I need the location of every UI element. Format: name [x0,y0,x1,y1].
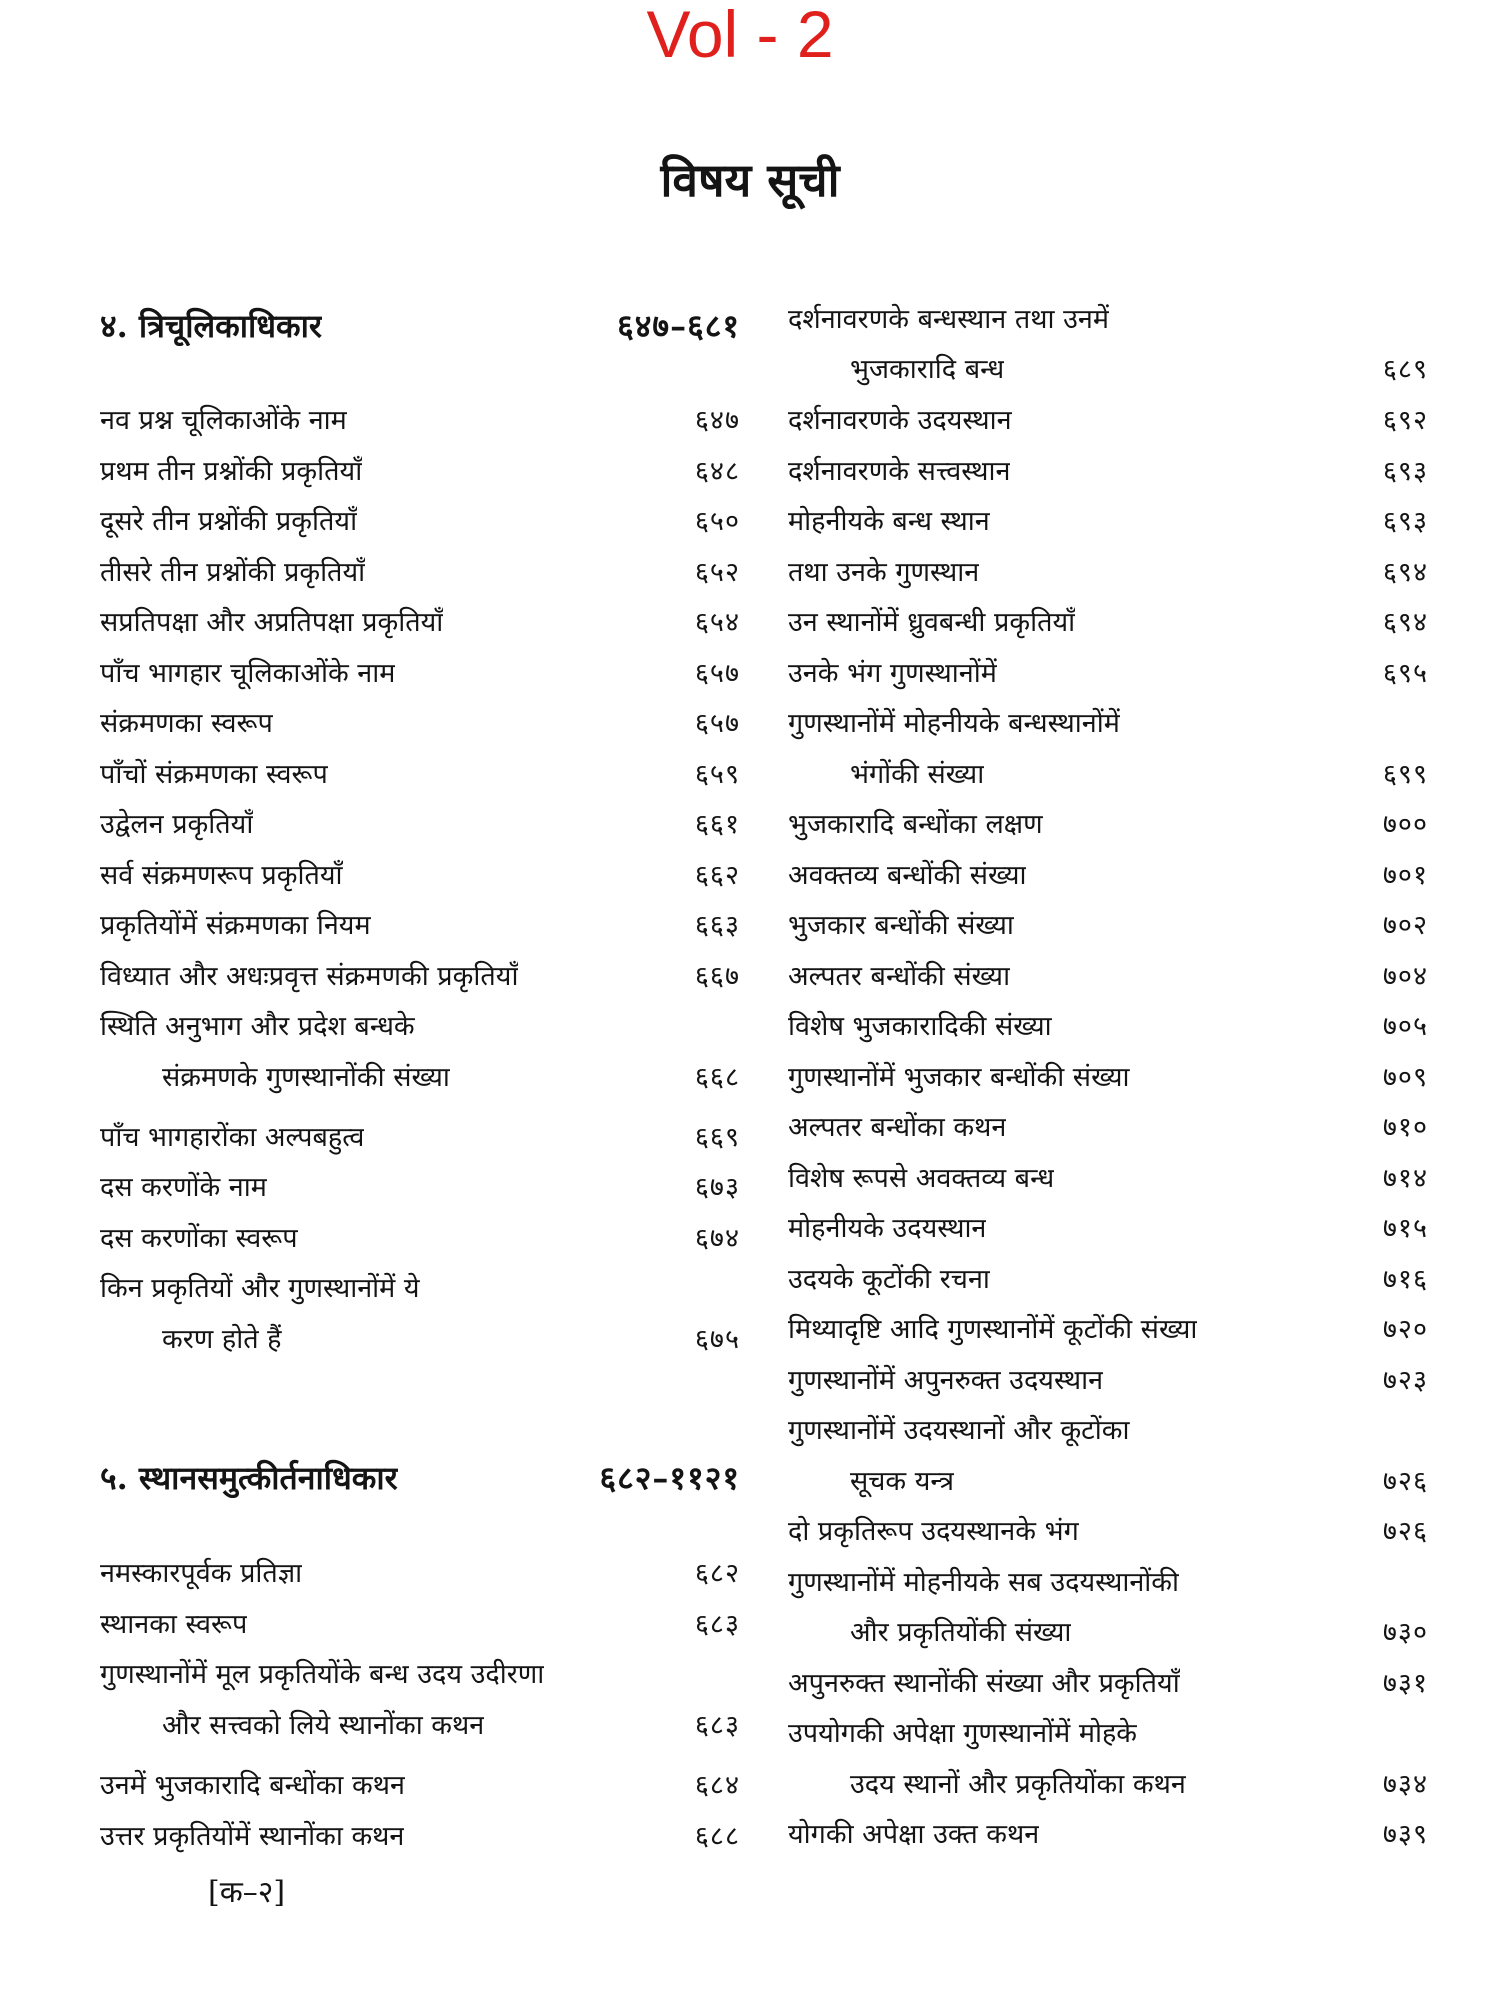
toc-entry-text: भुजकार बन्धोंकी संख्या [788,910,1014,941]
toc-entry [788,1007,1428,1047]
toc-entry-page: ७०४ [1382,961,1428,992]
toc-entry [788,1159,1428,1199]
toc-entry [788,1310,1428,1350]
toc-entry-page: ७१६ [1382,1264,1428,1295]
toc-entry [100,1655,740,1695]
toc-entry-page: ६६७ [694,961,740,992]
toc-entry-page: ७०९ [1382,1062,1428,1093]
toc-entry-page: ७२३ [1382,1365,1428,1396]
toc-entry [100,957,740,997]
toc-entry [788,1462,1428,1502]
toc-entry-text: भुजकारादि बन्ध [850,354,1005,385]
toc-entry [100,452,740,492]
toc-entry [788,452,1428,492]
toc-entry-text: गुणस्थानोंमें अपुनरुक्त उदयस्थान [788,1365,1104,1396]
toc-entry-text: पाँच भागहारोंका अल्पबहुत्व [100,1122,365,1153]
toc-entry-text: पाँचों संक्रमणका स्वरूप [100,759,328,790]
toc-entry-page: ६५२ [694,557,740,588]
toc-entry-page: ६६२ [694,860,740,891]
toc-entry [100,502,740,542]
toc-entry [788,1664,1428,1704]
toc-entry [788,856,1428,896]
section-heading-pages: ६४७–६८१ [617,307,740,345]
toc-entry [788,553,1428,593]
toc-entry-page: ७१० [1382,1112,1428,1143]
toc-entry [100,755,740,795]
toc-entry-text: उन स्थानोंमें ध्रुवबन्धी प्रकृतियाँ [788,607,1076,638]
toc-entry [788,957,1428,997]
toc-entry-page: ७२० [1382,1314,1428,1345]
toc-entry-text: दर्शनावरणके उदयस्थान [788,405,1012,436]
toc-entry-page: ७०५ [1382,1011,1428,1042]
toc-entry-text: संक्रमणके गुणस्थानोंकी संख्या [162,1062,450,1093]
toc-entry-page: ७२६ [1382,1516,1428,1547]
toc-entry-text: प्रथम तीन प्रश्नोंकी प्रकृतियाँ [100,456,363,487]
toc-entry-page: ७१५ [1382,1213,1428,1244]
toc-entry-text: योगकी अपेक्षा उक्त कथन [788,1819,1040,1850]
toc-entry-text: अल्पतर बन्धोंकी संख्या [788,961,1011,992]
toc-entry [788,1815,1428,1855]
toc-entry-text: उदयके कूटोंकी रचना [788,1264,990,1295]
toc-entry-text: अपुनरुक्त स्थानोंकी संख्या और प्रकृतियाँ [788,1668,1180,1699]
toc-entry [100,1817,740,1857]
toc-entry-text: दस करणोंका स्वरूप [100,1223,298,1254]
toc-entry-page: ६८९ [1382,354,1428,385]
toc-entry [788,1411,1428,1451]
toc-entry-text: स्थानका स्वरूप [100,1609,248,1640]
toc-entry [788,1765,1428,1805]
toc-entry [100,1605,740,1645]
toc-entry-text: नमस्कारपूर्वक प्रतिज्ञा [100,1558,303,1589]
toc-entry [100,704,740,744]
toc-entry-text: स्थिति अनुभाग और प्रदेश बन्धके [100,1011,415,1042]
toc-entry-page: ६६१ [694,809,740,840]
toc-entry [788,654,1428,694]
toc-entry-page: ६४७ [694,405,740,436]
toc-entry [788,401,1428,441]
toc-entry-page: ७१४ [1382,1163,1428,1194]
toc-entry-page: ६६८ [694,1062,740,1093]
toc-entry [788,502,1428,542]
toc-entry [788,603,1428,643]
toc-entry-page: ७३१ [1382,1668,1428,1699]
toc-entry-text: उत्तर प्रकृतियोंमें स्थानोंका कथन [100,1821,405,1852]
toc-entry-text: भंगोंकी संख्या [850,759,985,790]
toc-entry [788,805,1428,845]
toc-entry-text: प्रकृतियोंमें संक्रमणका नियम [100,910,371,941]
toc-entry-page: ६७५ [694,1324,740,1355]
toc-entry [100,1118,740,1158]
toc-entry [788,1613,1428,1653]
toc-entry [788,755,1428,795]
toc-entry-page: ६८३ [694,1609,740,1640]
toc-entry-page: ६९९ [1382,759,1428,790]
toc-entry-text: मोहनीयके बन्ध स्थान [788,506,990,537]
section-heading [100,1458,740,1498]
toc-entry-page: ६९३ [1382,456,1428,487]
toc-entry [100,1269,740,1309]
toc-entry-page: ७०० [1382,809,1428,840]
toc-entry [100,1706,740,1746]
toc-entry-page: ७३९ [1382,1819,1428,1850]
toc-entry-text: दर्शनावरणके सत्त्वस्थान [788,456,1011,487]
toc-entry-text: और प्रकृतियोंकी संख्या [850,1617,1072,1648]
section-heading-pages: ६८२–११२१ [599,1459,740,1497]
toc-entry-page: ६९४ [1382,557,1428,588]
toc-entry [100,1320,740,1360]
toc-entry-text: सर्व संक्रमणरूप प्रकृतियाँ [100,860,343,891]
toc-entry [788,300,1428,340]
toc-entry-text: मोहनीयके उदयस्थान [788,1213,987,1244]
section-heading [100,306,740,346]
toc-entry [100,1168,740,1208]
toc-entry [100,1766,740,1806]
toc-entry-text: नव प्रश्न चूलिकाओंके नाम [100,405,347,436]
toc-entry-page: ६८४ [694,1770,740,1801]
toc-entry-page: ६७४ [694,1223,740,1254]
volume-label: Vol - 2 [646,0,834,71]
toc-entry-text: किन प्रकृतियों और गुणस्थानोंमें ये [100,1273,420,1304]
toc-entry-page: ७३४ [1382,1769,1428,1800]
toc-entry-page: ६४८ [694,456,740,487]
toc-entry [100,1219,740,1259]
toc-entry-text: गुणस्थानोंमें मोहनीयके सब उदयस्थानोंकी [788,1567,1180,1598]
toc-entry-text: उनके भंग गुणस्थानोंमें [788,658,997,689]
toc-entry-page: ७२६ [1382,1466,1428,1497]
toc-entry-text: विशेष भुजकारादिकी संख्या [788,1011,1052,1042]
toc-entry [100,906,740,946]
toc-entry [100,1554,740,1594]
toc-entry-text: गुणस्थानोंमें मूल प्रकृतियोंके बन्ध उदय उदीरणा [100,1659,545,1690]
toc-entry [788,704,1428,744]
toc-entry [788,350,1428,390]
toc-entry-text: भुजकारादि बन्धोंका लक्षण [788,809,1043,840]
toc-entry-page: ६९३ [1382,506,1428,537]
toc-entry-page: ६६३ [694,910,740,941]
toc-entry-text: सप्रतिपक्षा और अप्रतिपक्षा प्रकृतियाँ [100,607,444,638]
toc-entry-text: अवक्तव्य बन्धोंकी संख्या [788,860,1027,891]
toc-entry-text: और सत्त्वको लिये स्थानोंका कथन [162,1710,485,1741]
toc-entry [100,654,740,694]
toc-entry-text: तथा उनके गुणस्थान [788,557,980,588]
toc-entry-page: ७३० [1382,1617,1428,1648]
toc-entry-page: ६५७ [694,658,740,689]
toc-entry-page: ६५० [694,506,740,537]
toc-entry-text: करण होते हैं [162,1324,282,1355]
toc-entry-page: ६५४ [694,607,740,638]
toc-entry-text: तीसरे तीन प्रश्नोंकी प्रकृतियाँ [100,557,366,588]
toc-entry-text: उपयोगकी अपेक्षा गुणस्थानोंमें मोहके [788,1718,1138,1749]
toc-entry-page: ६९४ [1382,607,1428,638]
toc-entry-text: उदय स्थानों और प्रकृतियोंका कथन [850,1769,1186,1800]
toc-entry [788,1714,1428,1754]
toc-entry [100,1058,740,1098]
toc-entry-text: विशेष रूपसे अवक्तव्य बन्ध [788,1163,1055,1194]
section-heading-text: ५. स्थानसमुत्कीर्तनाधिकार [100,1459,398,1497]
toc-entry-page: ६९५ [1382,658,1428,689]
toc-entry-page: ६८८ [694,1821,740,1852]
toc-entry-text: उद्वेलन प्रकृतियाँ [100,809,254,840]
toc-entry-page: ६६९ [694,1122,740,1153]
toc-entry-text: गुणस्थानोंमें उदयस्थानों और कूटोंका [788,1415,1130,1446]
toc-entry-text: विध्यात और अधःप्रवृत्त संक्रमणकी प्रकृतियाँ [100,961,519,992]
toc-entry [100,856,740,896]
toc-entry-page: ६५९ [694,759,740,790]
toc-entry-page: ७०२ [1382,910,1428,941]
page-title: विषय सूची [660,153,840,207]
toc-entry [788,1209,1428,1249]
toc-entry-text: गुणस्थानोंमें मोहनीयके बन्धस्थानोंमें [788,708,1120,739]
toc-entry [100,603,740,643]
toc-entry-text: गुणस्थानोंमें भुजकार बन्धोंकी संख्या [788,1062,1130,1093]
toc-entry-text: दर्शनावरणके बन्धस्थान तथा उनमें [788,304,1109,335]
toc-entry-page: ६८२ [694,1558,740,1589]
page-footer-signature: [क–२] [208,1875,286,1910]
toc-entry-text: दस करणोंके नाम [100,1172,267,1203]
toc-entry-page: ७०१ [1382,860,1428,891]
toc-entry-text: उनमें भुजकारादि बन्धोंका कथन [100,1770,405,1801]
toc-entry [100,401,740,441]
section-heading-text: ४. त्रिचूलिकाधिकार [100,307,322,345]
toc-entry-page: ६५७ [694,708,740,739]
toc-entry-text: दूसरे तीन प्रश्नोंकी प्रकृतियाँ [100,506,358,537]
toc-entry-text: मिथ्यादृष्टि आदि गुणस्थानोंमें कूटोंकी संख्या [788,1314,1198,1345]
toc-entry-text: सूचक यन्त्र [850,1466,955,1497]
toc-entry-page: ६७३ [694,1172,740,1203]
toc-entry-text: संक्रमणका स्वरूप [100,708,273,739]
toc-entry [100,805,740,845]
toc-entry [100,553,740,593]
toc-entry [788,1361,1428,1401]
toc-entry [788,1563,1428,1603]
toc-entry [788,906,1428,946]
toc-entry-page: ६९२ [1382,405,1428,436]
toc-entry [100,1007,740,1047]
toc-entry-text: अल्पतर बन्धोंका कथन [788,1112,1007,1143]
toc-entry-text: दो प्रकृतिरूप उदयस्थानके भंग [788,1516,1079,1547]
toc-entry [788,1108,1428,1148]
toc-entry [788,1058,1428,1098]
toc-entry-page: ६८३ [694,1710,740,1741]
toc-entry [788,1260,1428,1300]
toc-entry-text: पाँच भागहार चूलिकाओंके नाम [100,658,396,689]
toc-entry [788,1512,1428,1552]
